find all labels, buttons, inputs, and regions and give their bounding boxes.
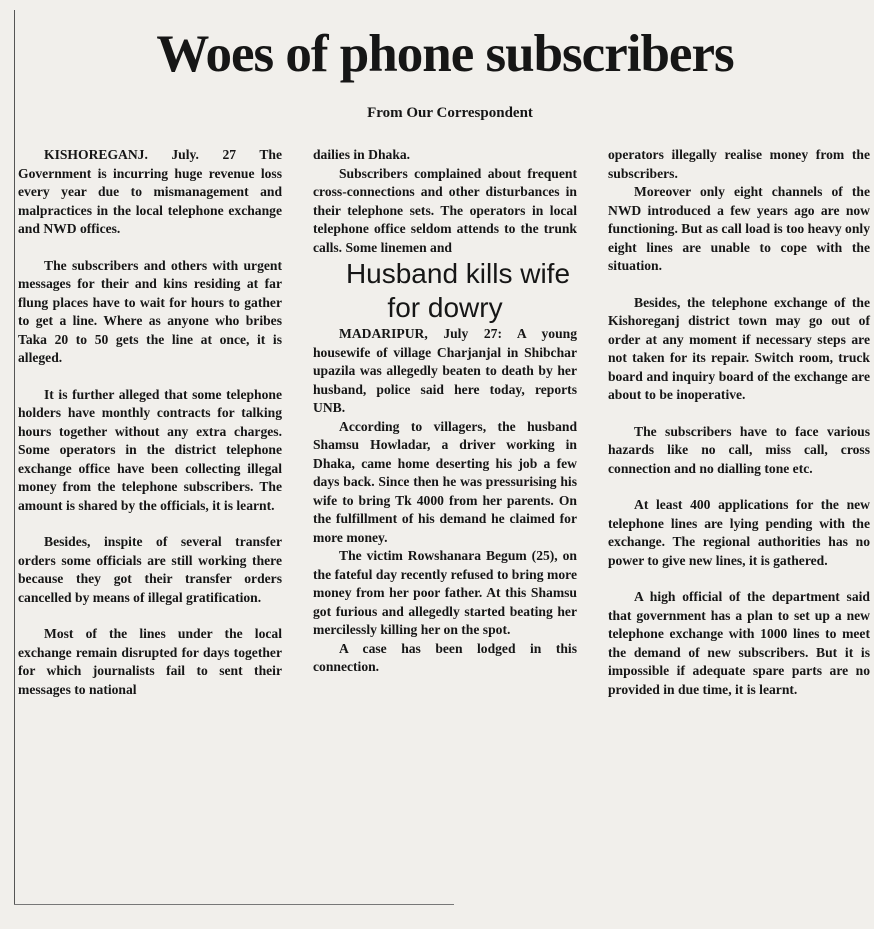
paragraph: Subscribers complained about frequent cross-connections and other disturbances in their telephone sets. The operators in local telephone office seldom attends to the trunk calls. Some linemen and bbox=[313, 165, 577, 255]
paragraph: Moreover only eight channels of the NWD introduced a few years ago are now functioning. But as call load is too heavy only eight lines are unable to cope with the situation. bbox=[608, 184, 870, 273]
column-3 bbox=[608, 146, 870, 699]
paragraph: The subscribers have to face various hazards like no call, miss call, cross connection and no dialling tone etc. bbox=[608, 423, 870, 476]
paragraph: It is further alleged that some telephone holders have monthly contracts for talking hours together without any extra charges. Some operators in the district telephone exchange office have been collecting illegal money from the telephone subscribers. The amount is shared by the officials, it is learnt. bbox=[18, 386, 282, 513]
paragraph: The subscribers and others with urgent messages for their and kins residing at far flung places have to wait for hours to gather to get a line. Where as anyone who bribes Taka 20 to 50 gets the line at once, it is alleged. bbox=[18, 257, 282, 365]
paragraph: Most of the lines under the local exchange remain disrupted for days together for which journalists fail to sent their messages to national bbox=[18, 626, 282, 697]
column-2 bbox=[313, 146, 577, 677]
inset-paragraph: The victim Rowshanara Begum (25), on the fateful day recently refused to bring more money from her poor father. At this Shamsu got furious and allegedly started beating her mercilessly killing her on the spot. bbox=[313, 548, 577, 637]
left-border-rule bbox=[14, 10, 15, 905]
paragraph: Besides, inspite of several transfer orders some officials are still working there because they got their transfer orders cancelled by means of illegal gratification. bbox=[18, 534, 282, 605]
column-1 bbox=[18, 146, 282, 699]
paragraph: Besides, the telephone exchange of the Kishoreganj district town may go out of order at any moment if necessary steps are not taken for its repair. Switch room, truck board and inquiry board of the exchange are about to be inoperative. bbox=[608, 294, 870, 402]
article-byline: From Our Correspondent bbox=[367, 105, 533, 121]
bottom-border-rule bbox=[14, 904, 454, 905]
paragraph: At least 400 applications for the new telephone lines are lying pending with the exchange. The regional authorities has no power to give new lines, it is gathered. bbox=[608, 497, 870, 568]
paragraph-continued: dailies in Dhaka. bbox=[313, 147, 411, 162]
inset-headline: Husband kills wife for dowry bbox=[345, 258, 571, 323]
paragraph-continued: operators illegally realise money from the subscribers. bbox=[608, 147, 870, 181]
inset-paragraph-dateline: MADARIPUR, July 27: A young housewife of village Charjanjal in Shibchar upazila was allegedly beaten to death by her husband, police said here today, reports UNB. bbox=[313, 326, 577, 415]
inset-paragraph: According to villagers, the husband Shamsu Howladar, a driver working in Dhaka, came home deserting his job a few days back. Since then he was pressurising his wife to bring Tk 4000 from her parents. On the fulfillment of his demand he claimed for more money. bbox=[313, 418, 577, 545]
paragraph: A high official of the department said that government has a plan to set up a new telephone exchange with 1000 lines to meet the demand of new subscribers. But it is impossible if adequate spare parts are no provided in due time, it is learnt. bbox=[608, 589, 870, 697]
article-headline: Woes of phone subscribers bbox=[156, 25, 734, 83]
inset-paragraph: A case has been lodged in this connection. bbox=[313, 640, 577, 674]
paragraph-dateline: KISHOREGANJ. July. 27 The Government is incurring huge revenue loss every year due to mismanagement and malpractices in the local telephone exchange and NWD offices. bbox=[18, 147, 282, 236]
